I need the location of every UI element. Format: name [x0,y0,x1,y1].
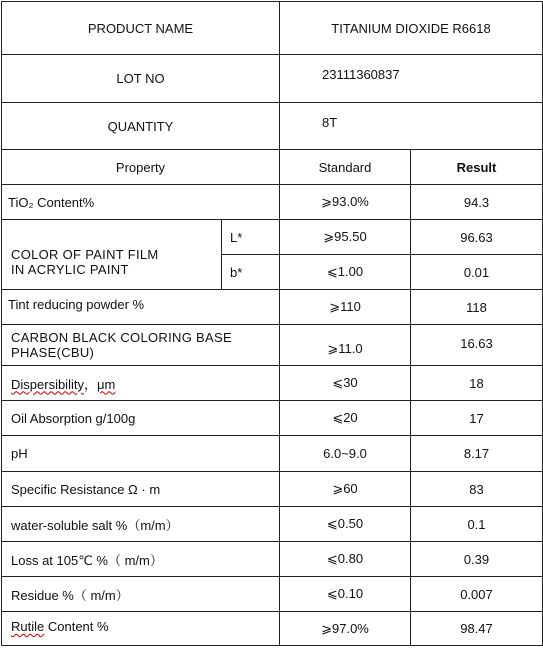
carbon-standard: ⩾11.0 [280,325,411,366]
lot-no-label: LOT NO [2,55,280,103]
dispersibility-property: Dispersibility，μm [2,366,280,401]
rutile-standard: ⩾97.0% [280,612,411,646]
color-l-result: 96.63 [411,220,543,255]
salt-property: water-soluble salt %（m/m） [2,507,280,542]
rutile-word: Rutile [11,619,45,634]
product-name-value: TITANIUM DIOXIDE R6618 [280,2,543,55]
loss-property: Loss at 105℃ %（ m/m） [2,542,280,577]
dispersibility-standard: ⩽30 [280,366,411,401]
tint-property: Tint reducing powder % [2,290,280,325]
result-header: Result [411,150,543,185]
rutile-result: 98.47 [411,612,543,646]
loss-result: 0.39 [411,542,543,577]
resistance-row [2,472,543,507]
color-l-label: L* [222,220,280,255]
column-header-row [2,150,543,185]
carbon-property: CARBON BLACK COLORING BASE PHASE(CBU) [2,325,280,366]
oil-result: 17 [411,401,543,436]
loss-standard: ⩽0.80 [280,542,411,577]
lot-no-row [2,55,543,103]
tio2-property: TiO₂ Content% [2,185,280,220]
certificate-table [1,1,543,646]
quantity-value: 8T [280,103,543,150]
oil-property: Oil Absorption g/100g [2,401,280,436]
tio2-standard: ⩾93.0% [280,185,411,220]
resistance-standard: ⩾60 [280,472,411,507]
standard-header: Standard [280,150,411,185]
ph-row [2,436,543,472]
carbon-result: 16.63 [411,325,543,366]
rutile-row [2,612,543,646]
salt-standard: ⩽0.50 [280,507,411,542]
color-l-standard: ⩾95.50 [280,220,411,255]
color-b-standard: ⩽1.00 [280,255,411,290]
residue-result: 0.007 [411,577,543,612]
tio2-row [2,185,543,220]
color-b-result: 0.01 [411,255,543,290]
tint-row [2,290,543,325]
property-header: Property [2,150,280,185]
dispersibility-unit: μm [96,376,116,392]
dispersibility-result: 18 [411,366,543,401]
tint-result: 118 [411,290,543,325]
resistance-result: 83 [411,472,543,507]
ph-standard: 6.0~9.0 [280,436,411,472]
dispersibility-row [2,366,543,401]
quantity-label: QUANTITY [2,103,280,150]
product-name-label: PRODUCT NAME [2,2,280,55]
color-l-row [2,220,543,255]
loss-row [2,542,543,577]
salt-result: 0.1 [411,507,543,542]
carbon-row [2,325,543,366]
ph-property: pH [2,436,280,472]
residue-standard: ⩽0.10 [280,577,411,612]
residue-property: Residue %（ m/m） [2,577,280,612]
tio2-result: 94.3 [411,185,543,220]
oil-row [2,401,543,436]
color-property: COLOR OF PAINT FILM IN ACRYLIC PAINT [2,220,222,290]
dispersibility-word: Dispersibility [11,376,84,392]
product-name-row [2,2,543,55]
lot-no-value: 23111360837 [280,55,543,103]
tint-standard: ⩾110 [280,290,411,325]
color-b-label: b* [222,255,280,290]
oil-standard: ⩽20 [280,401,411,436]
rutile-property [2,612,280,646]
rutile-rest: Content % [44,619,109,634]
residue-row [2,577,543,612]
resistance-property: Specific Resistance Ω · m [2,472,280,507]
quantity-row [2,103,543,150]
salt-row [2,507,543,542]
ph-result: 8.17 [411,436,543,472]
